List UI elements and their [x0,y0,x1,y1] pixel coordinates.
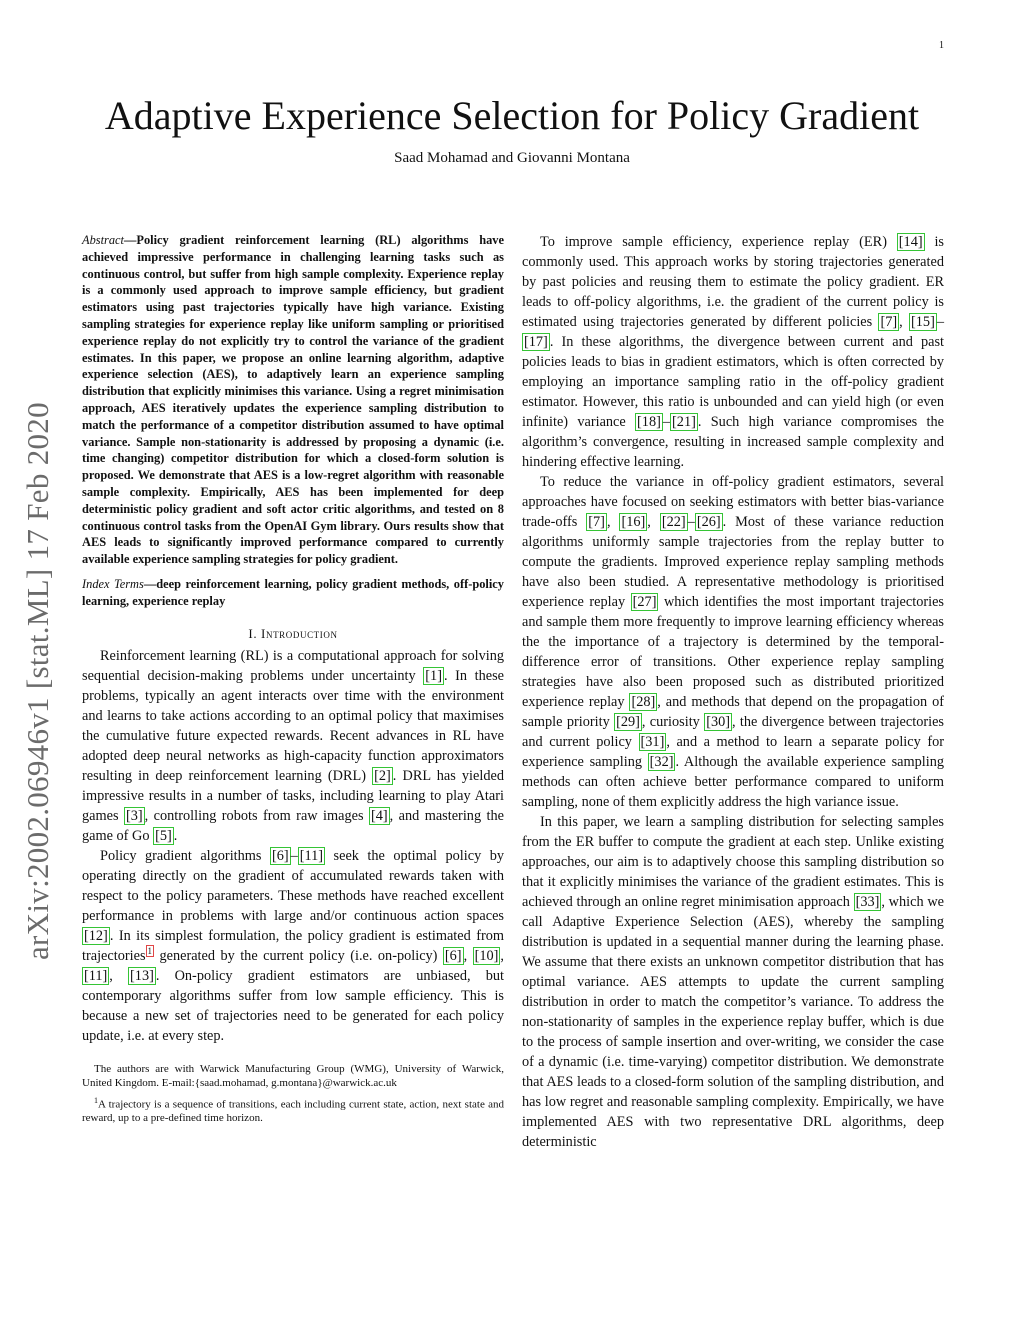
citation-link[interactable]: [4] [370,807,388,824]
citation-link[interactable]: [28] [631,694,656,710]
footnotes [82,1062,504,1126]
section-title: Introduction [261,625,338,641]
citation-link[interactable]: [16] [621,514,646,530]
text-run: , [647,514,660,530]
text-run: , and a method to learn a separate policy for experience sampling [522,734,944,770]
citation-link[interactable]: [29] [616,714,640,730]
abstract-text: —Policy gradient reinforcement learning (RL) algorithms have achieved impressive performance in challenging learning tasks such as continuous control, but suffer from high sample complexity. Experience replay is a commonly used approach to improve sample efficiency, but gradient estimators using past trajectories typically have high variance. Existing sampling strategies for experience replay like uniform sampling or prioritised experience replay do not explicitly try to control the variance of the gradient estimates. In this paper, we propose an online learning algorithm, adaptive experience selection (AES), to adaptively learn an experience sampling distribution that explicitly minimises this variance. Using a regret minimisation approach, AES iteratively updates the experience sampling distribution to match the performance of a competitor distribution assumed to have optimal variance. Sample non-stationarity is addressed by proposing a dynamic (i.e. time changing) competitor distribution for which a closed-form solution is proposed. We demonstrate that AES is a low-regret algorithm with reasonable sample complexity. Empirically, AES has been implemented for deep deterministic policy gradient and soft actor critic algorithms, and tested on 8 continuous control tasks from the OpenAI Gym library. Ours results show that AES leads to significantly improved performance compared to currently available experience sampling strategies for policy gradient. [82,233,504,567]
abstract [82,232,504,568]
text-run: . DRL has yielded impressive results in a number of tasks, including learning to play Atari games [82,767,504,824]
citation-link[interactable]: [11] [84,967,108,984]
citation-link[interactable]: [1] [425,667,442,684]
footnote-mark: 1 [94,1095,98,1105]
footnote-link[interactable]: 1 [147,945,153,956]
text-run: Reinforcement learning (RL) is a computational approach for solving sequential decision-making problems under uncertainty [82,647,504,684]
text-run: – [936,314,944,330]
citation-link[interactable]: [30] [706,714,731,730]
text-run: – [662,414,671,430]
citation-link[interactable]: [6] [444,947,462,964]
index-terms [82,576,504,610]
citation-link[interactable]: [6] [271,847,289,864]
citation-link[interactable]: [32] [649,754,674,770]
text-run: , [606,514,620,530]
right-paragraph-1 [522,232,944,472]
text-run: , [463,947,473,964]
text-run: In this paper, we learn a sampling distribution for selecting samples from the ER buffer to compute the gradient at each step. Unlike existing approaches, our aim is to adaptively choose this sampling distribution so that it explicitly minimises the variance of the gradient estimates. This is achieved through an online regret minimisation approach [522,814,944,910]
citation-link[interactable]: [21] [672,414,696,430]
citation-link[interactable]: [13] [130,967,154,984]
citation-link[interactable]: [17] [524,334,548,350]
text-run: . In its simplest formulation, the policy gradient is estimated from trajectories [82,927,504,964]
text-run: , [500,947,504,964]
index-terms-text: —deep reinforcement learning, policy gradient methods, off-policy learning, experience replay [82,576,504,608]
text-run: . Such high variance compromises the algorithm’s convergence, resulting in increased sample complexity and hindering effective learning. [522,414,944,470]
text-run: To reduce the variance in off-policy gradient estimators, several approaches have focused on seeking estimators with better bias-variance trade-offs [522,474,944,530]
section-number: I. [248,625,258,641]
text-run: To improve sample efficiency, experience replay (ER) [540,234,897,250]
text-run: – [290,847,298,864]
page-number: 1 [939,40,944,51]
citation-link[interactable]: [11] [299,847,324,864]
intro-paragraph-1 [82,646,504,846]
right-column [522,232,944,1152]
citation-link[interactable]: [7] [588,514,605,530]
footnote-text: A trajectory is a sequence of transitions, each including current state, action, next state and reward, up to a pre-defined time horizon. [82,1098,504,1125]
right-paragraph-2 [522,472,944,812]
section-heading-introduction [82,626,504,642]
text-run: . [173,827,178,844]
text-run: seek the optimal policy by operating directly on the gradient of accumulated rewards taken with respect to the policy parameters. These methods have reached excellent performance in problems with large and/or continuous action spaces [82,847,505,924]
citation-link[interactable]: [15] [911,314,935,330]
text-run: . In these algorithms, the divergence between current and past policies leads to bias in gradient estimators, which is often corrected by employing an importance sampling ratio in the off-policy gradient estimator. However, this ratio is unbounded and can yield high (or even infinite) variance [522,334,944,430]
abstract-label: Abstract [82,233,124,247]
citation-link[interactable]: [26] [696,514,721,530]
citation-link[interactable]: [10] [474,947,499,964]
text-run: is commonly used. This approach works by storing trajectories generated by past policies and reusing them to estimate the policy gradient. ER leads to off-policy algorithms, i.e. the gradient of the current policy is estimated using trajectories generated by different policies [522,234,944,330]
text-run: , and methods that depend on the propagation of sample priority [522,694,944,730]
index-terms-label: Index Terms [82,576,144,591]
citation-link[interactable]: [2] [374,767,391,784]
text-run: , the divergence between trajectories and current policy [522,714,944,750]
citation-link[interactable]: [14] [898,234,923,250]
citation-link[interactable]: [31] [640,734,665,750]
citation-link[interactable]: [22] [661,514,686,530]
text-run: generated by the current policy (i.e. on-policy) [154,947,443,964]
paper-title: Adaptive Experience Selection for Policy Gradient [104,93,920,138]
citation-link[interactable]: [33] [855,894,880,910]
footnote-1 [82,1094,504,1126]
text-run: , which we call Adaptive Experience Selection (AES), whereby the sampling distribution is updated in a sequential manner during the learning phase. We assume that there exists an unknown competitor distribution that has optimal variance. AES attempts to update the current sampling distribution in order to match the competitor’s variance. To address the non-stationarity of samples in the experience replay buffer, which is due to the process of sample insertion and over-writing, we consider the case of a dynamic (i.e. time-varying) competitor distribution. We demonstrate that AES leads to a closed-form solution of the sampling distribution, and has low regret and reasonable sampling complexity. Empirically, we have implemented AES with two representative DRL algorithms, deep deterministic [522,894,944,1150]
affiliation-footnote: The authors are with Warwick Manufacturing Group (WMG), University of Warwick, United Kingdom. E-mail:{saad.mohamad, g.montana}@warwick.ac.uk [82,1062,504,1089]
text-run: , [899,314,910,330]
citation-link[interactable]: [18] [637,414,661,430]
text-run: . On-policy gradient estimators are unbiased, but contemporary algorithms suffer from low sample efficiency. This is because a new set of trajectories need to be generated for each policy update, i.e. at every step. [82,967,505,1044]
text-run: . Most of these variance reduction algorithms uniformly sample trajectories from the replay butter to compute the gradients. Improved experience replay sampling methods have also been studied. A representative methodology is prioritised experience replay [522,514,945,610]
text-run: , controlling robots from raw images [144,807,369,824]
citation-link[interactable]: [12] [84,927,108,944]
text-run: – [687,514,695,530]
text-run: , curiosity [641,714,705,730]
text-run: , and mastering the game of Go [82,807,504,844]
text-run: which identifies the most important trajectories and sample them more frequently to improve learning efficiency whereas the the importance of a trajectory is determined by the temporal-difference error of transitions. Other experience replay sampling strategies have also been proposed such as distributed prioritized experience replay [522,594,944,710]
authors: Saad Mohamad and Giovanni Montana [394,150,630,166]
intro-paragraph-2 [82,846,504,1046]
left-column [82,232,504,1125]
citation-link[interactable]: [27] [632,594,657,610]
citation-link[interactable]: [5] [155,827,172,844]
citation-link[interactable]: [3] [125,807,143,824]
text-run: . Although the available experience sampling methods can often achieve better performance compared to uniform sampling, none of them explicitly address the high variance issue. [522,754,944,810]
text-run: . In these problems, typically an agent interacts over time with the environment and learns to take actions according to an optimal policy that maximises the cumulative future expected rewards. Recent advances in RL have adopted deep neural networks as high-capacity function approximators resulting in deep reinforcement learning (DRL) [82,667,504,784]
text-run: Policy gradient algorithms [100,847,270,864]
citation-link[interactable]: [7] [880,314,898,330]
right-paragraph-3 [522,812,944,1152]
text-run: , [109,967,129,984]
arxiv-stamp[interactable]: arXiv:2002.06946v1 [stat.ML] 17 Feb 2020 [20,402,55,960]
